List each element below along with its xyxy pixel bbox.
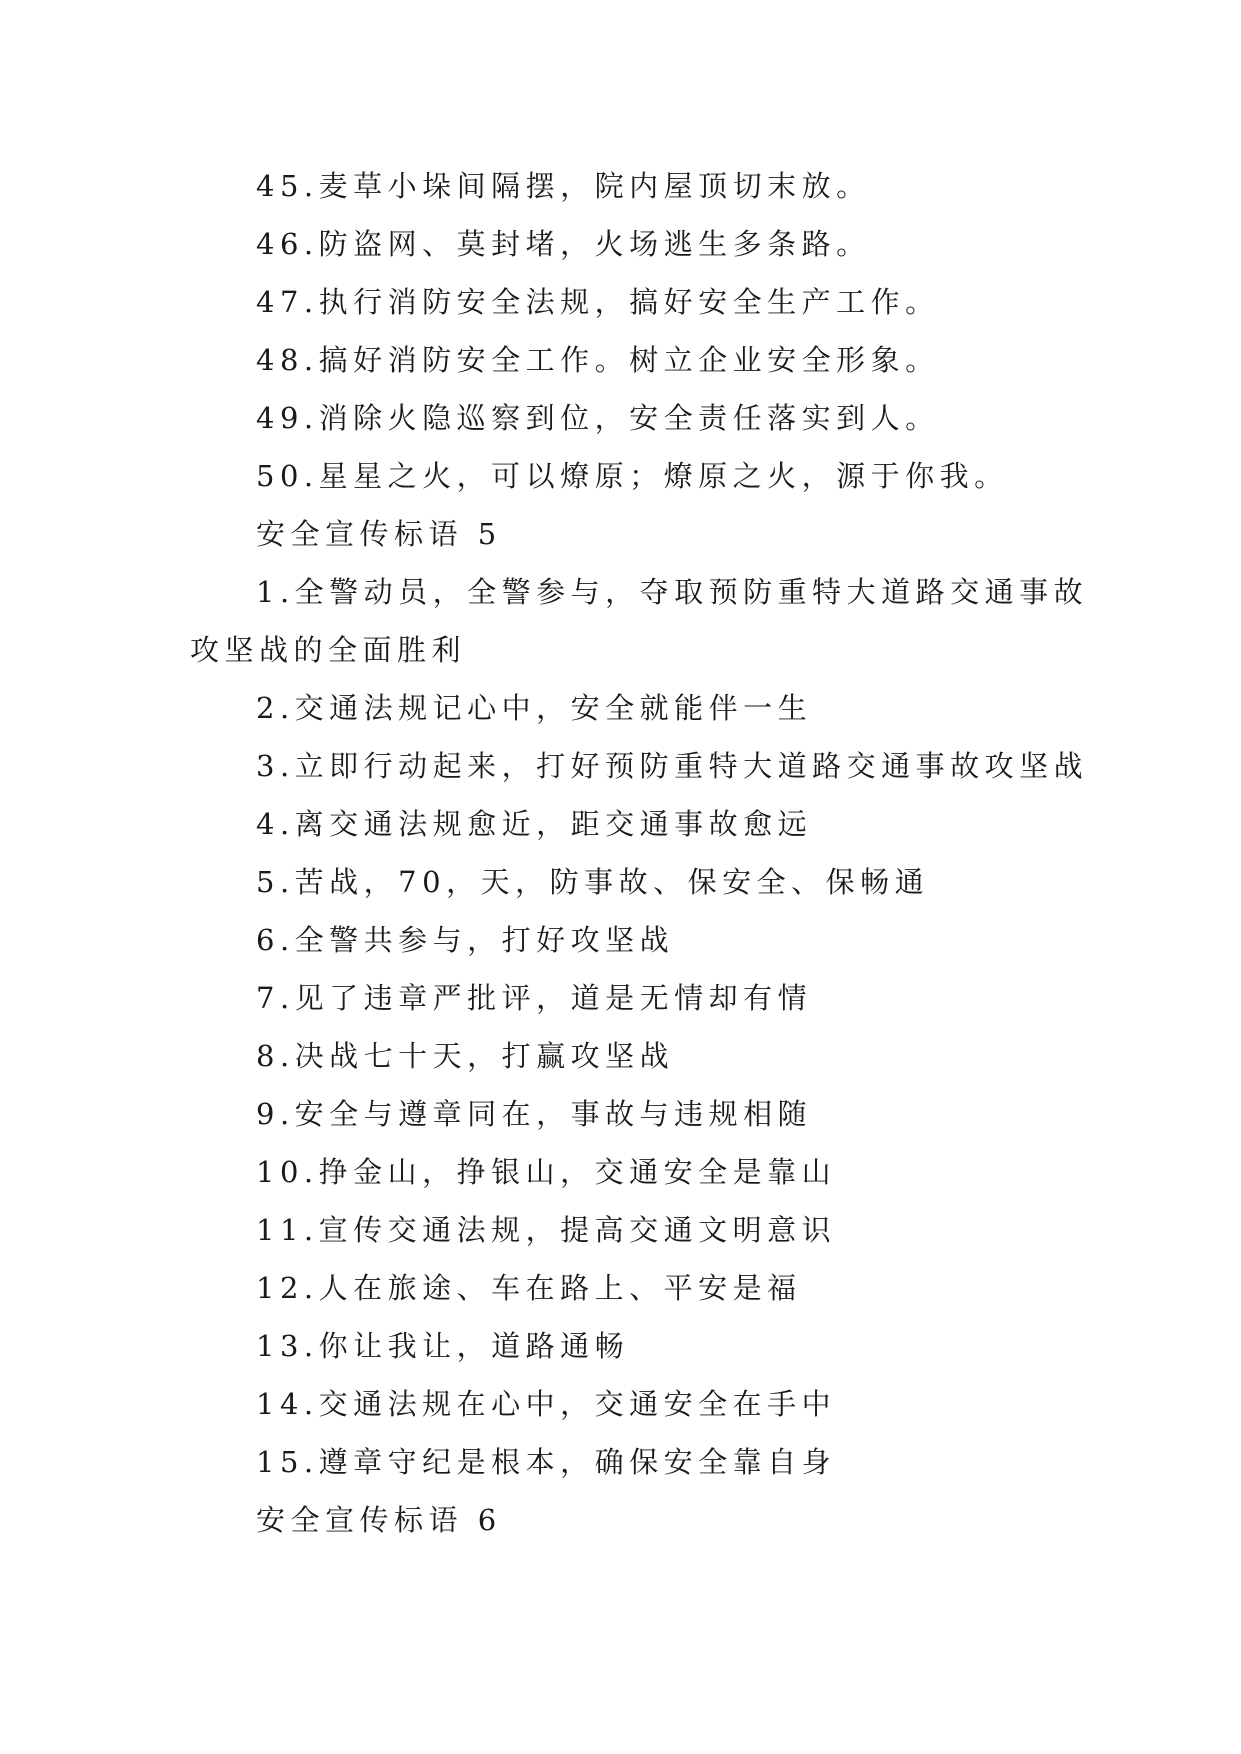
slogan-line-1-continued: 攻坚战的全面胜利 [190,633,467,667]
slogan-line-10: 10.挣金山，挣银山，交通安全是靠山 [256,1155,837,1189]
slogan-line-13: 13.你让我让，道路通畅 [256,1329,630,1363]
slogan-line-46: 46.防盗网、莫封堵，火场逃生多条路。 [256,227,871,261]
slogan-line-15: 15.遵章守纪是根本，确保安全靠自身 [256,1445,837,1479]
slogan-line-49: 49.消除火隐巡察到位，安全责任落实到人。 [256,401,940,435]
slogan-line-1: 1.全警动员，全警参与，夺取预防重特大道路交通事故 [256,575,1089,609]
slogan-line-11: 11.宣传交通法规，提高交通文明意识 [256,1213,837,1247]
slogan-line-5: 5.苦战，70，天，防事故、保安全、保畅通 [256,865,930,899]
slogan-line-4: 4.离交通法规愈近，距交通事故愈远 [256,807,813,841]
slogan-line-48: 48.搞好消防安全工作。树立企业安全形象。 [256,343,940,377]
slogan-line-50: 50.星星之火，可以燎原；燎原之火，源于你我。 [256,459,1009,493]
slogan-line-2: 2.交通法规记心中，安全就能伴一生 [256,691,813,725]
slogan-line-45: 45.麦草小垛间隔摆，院内屋顶切末放。 [256,169,871,203]
slogan-line-8: 8.决战七十天，打赢攻坚战 [256,1039,675,1073]
slogan-line-12: 12.人在旅途、车在路上、平安是福 [256,1271,802,1305]
slogan-line-47: 47.执行消防安全法规，搞好安全生产工作。 [256,285,940,319]
section-heading-6: 安全宣传标语 6 [256,1503,502,1537]
slogan-line-3: 3.立即行动起来，打好预防重特大道路交通事故攻坚战 [256,749,1089,783]
section-heading-5: 安全宣传标语 5 [256,517,502,551]
slogan-line-14: 14.交通法规在心中，交通安全在手中 [256,1387,837,1421]
slogan-line-9: 9.安全与遵章同在，事故与违规相随 [256,1097,813,1131]
slogan-line-7: 7.见了违章严批评，道是无情却有情 [256,981,813,1015]
slogan-line-6: 6.全警共参与，打好攻坚战 [256,923,675,957]
